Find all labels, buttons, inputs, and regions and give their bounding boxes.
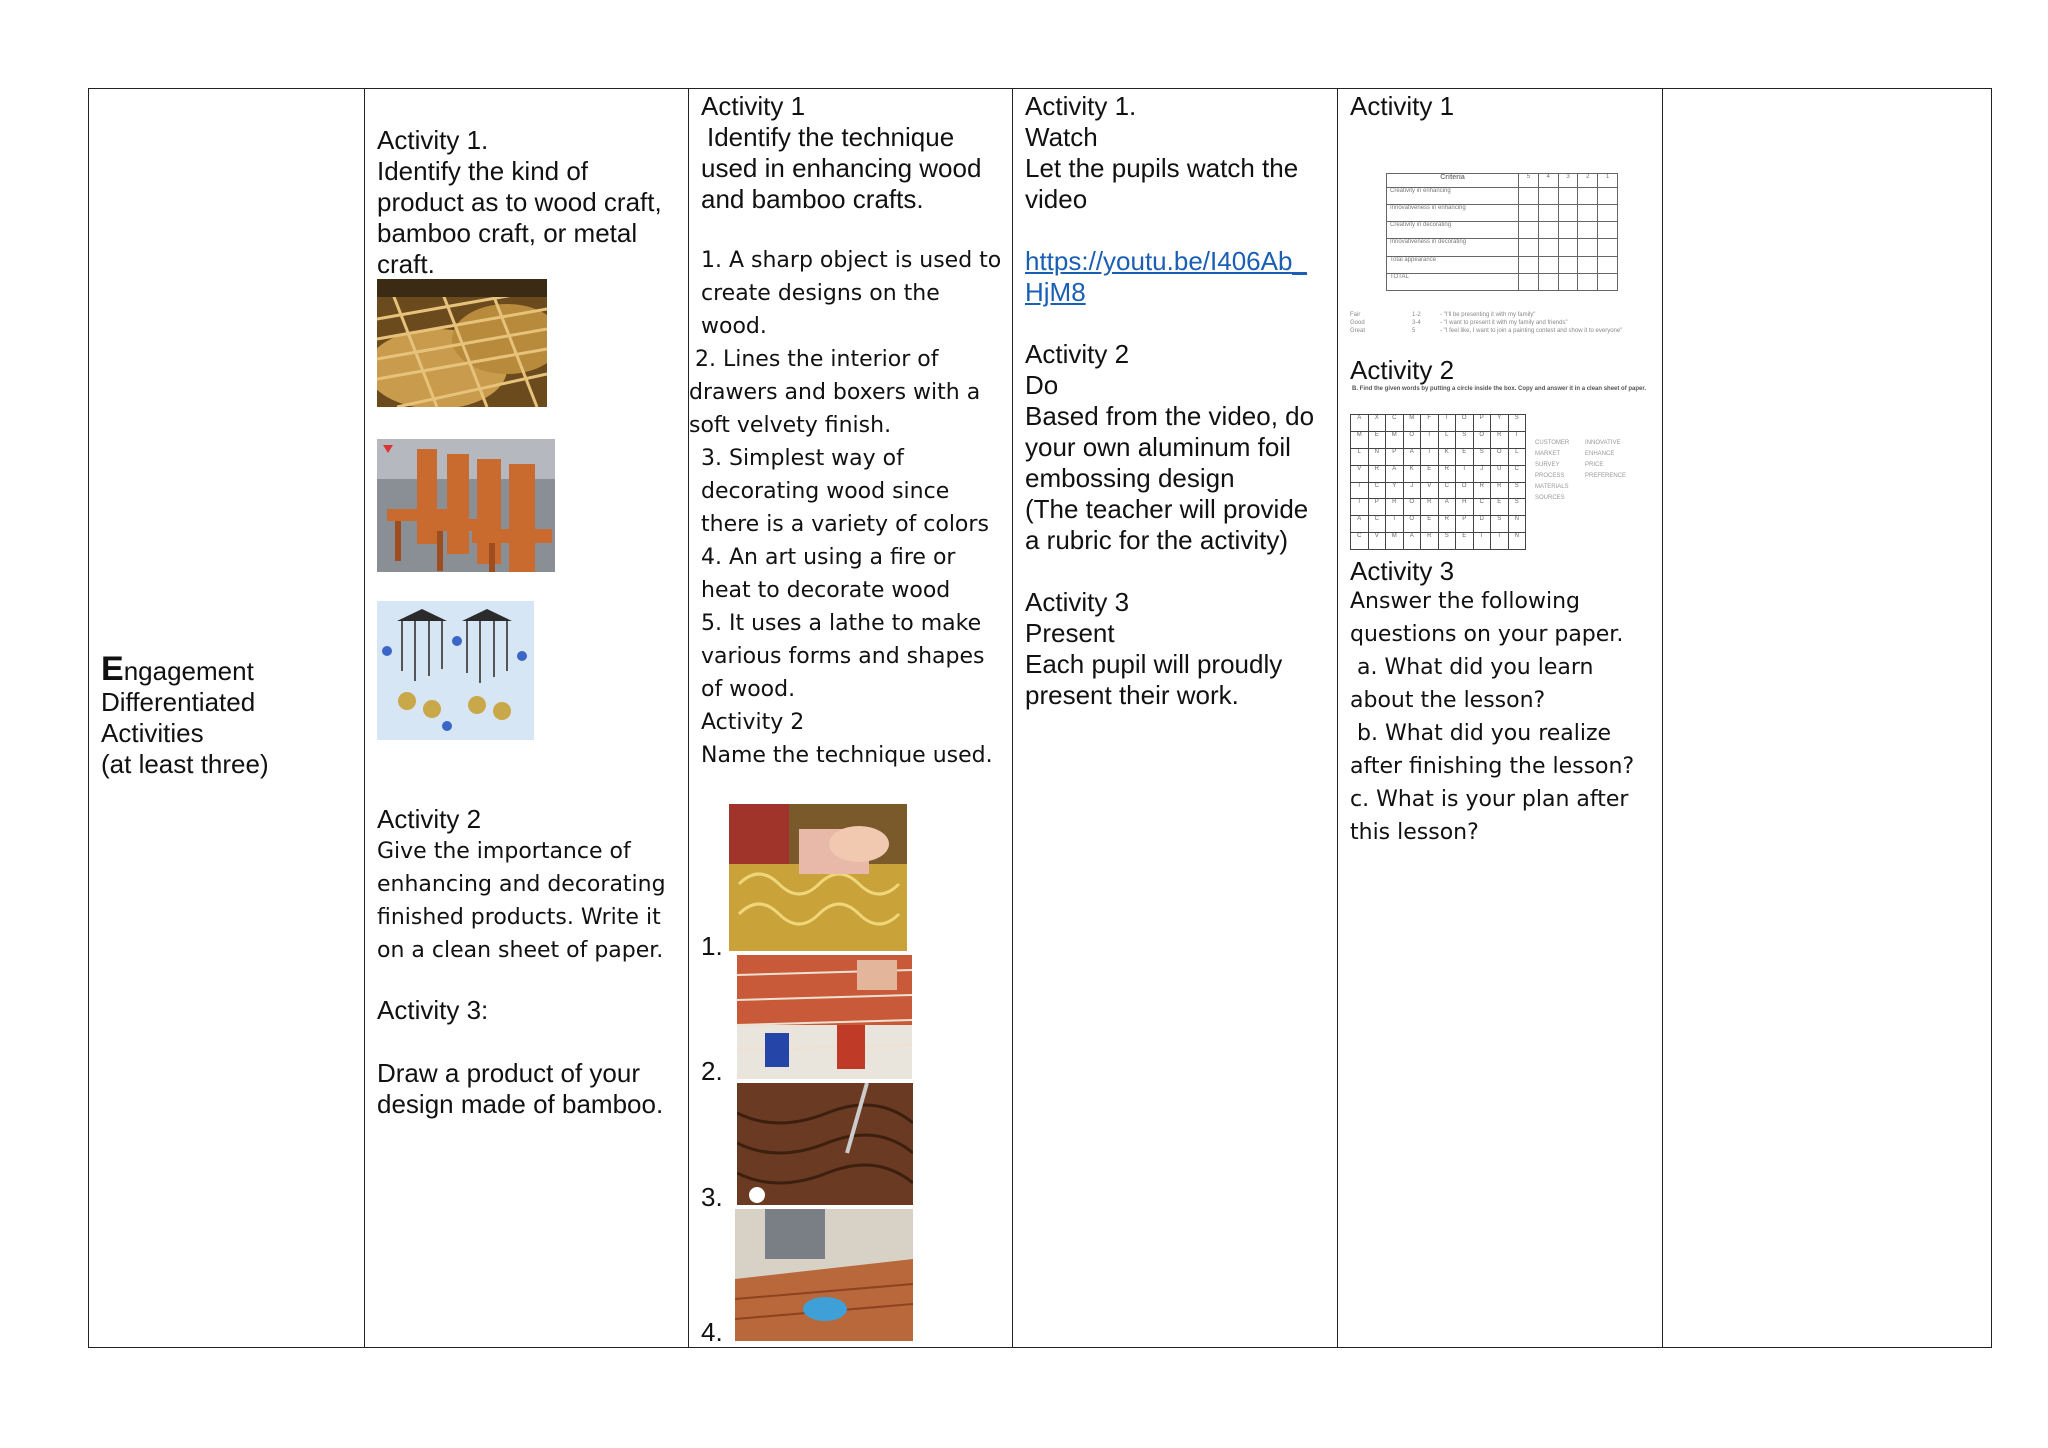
gilding-technique-image: [729, 804, 907, 951]
metal-wind-chimes-image: [377, 601, 534, 740]
word-list: CUSTOMER INNOVATIVE MARKET ENHANCE SURVEY PRICE PROCESS PREFERENCE MATERIALS SOURCES: [1535, 440, 1627, 501]
differentiated-label: Differentiated: [101, 687, 256, 717]
puzzle-cell: I: [1351, 482, 1369, 499]
wooden-chairs-image: [377, 439, 555, 572]
puzzle-cell: A: [1386, 465, 1404, 482]
puzzle-cell: U: [1491, 465, 1509, 482]
video-link[interactable]: https://youtu.be/I406Ab_: [1025, 246, 1307, 276]
puzzle-cell: T: [1491, 533, 1509, 550]
puzzle-cell: K: [1403, 465, 1421, 482]
puzzle-cell: M: [1351, 431, 1369, 448]
puzzle-cell: E: [1456, 448, 1474, 465]
puzzle-cell: A: [1403, 448, 1421, 465]
picture-label-2: 2.: [701, 1056, 723, 1086]
lesson-plan-table: [88, 88, 1992, 1348]
puzzle-cell: M: [1403, 415, 1421, 432]
puzzle-cell: D: [1473, 516, 1491, 533]
word-search-instructions: B. Find the given words by putting a circle inside the box. Copy and answer it in a clean sheet of paper.: [1352, 386, 1647, 392]
puzzle-cell: Y: [1491, 415, 1509, 432]
activity-3-title: Activity 3: [1350, 556, 1455, 586]
picture-label-4: 4.: [701, 1317, 723, 1347]
puzzle-cell: O: [1473, 431, 1491, 448]
puzzle-row: [1351, 533, 1526, 550]
word-search-grid: [1350, 414, 1526, 550]
empty-cell: [1663, 89, 1992, 1348]
puzzle-cell: I: [1508, 431, 1526, 448]
puzzle-cell: C: [1438, 482, 1456, 499]
puzzle-cell: S: [1508, 499, 1526, 516]
wood-staining-image: [735, 1209, 913, 1341]
activities-cell-2: Activity 1. Identify the kind of product as to wood craft, bamboo craft, or metal craft. Activity 2 Give the importance of enhancing and decorating finished products. Write it on a clean sheet of paper. Activity 3: Draw a product of your design made of bamboo.: [365, 89, 689, 1348]
puzzle-cell: R: [1421, 533, 1439, 550]
puzzle-cell: M: [1386, 533, 1404, 550]
puzzle-cell: R: [1491, 431, 1509, 448]
activities-label: Activities: [101, 718, 204, 748]
puzzle-cell: K: [1438, 448, 1456, 465]
bamboo-baskets-image: [377, 279, 547, 407]
activity-2-title: Activity 2: [1350, 355, 1455, 385]
puzzle-row: [1351, 482, 1526, 499]
puzzle-cell: O: [1456, 482, 1474, 499]
rubric-scale: Fair 1-2 - "I'll be presenting it with my family" Good 3-4 - "I want to present it with my family and friends" Great 5 - "I feel like, I want to join a painting contest and show it to everyone": [1350, 312, 1623, 334]
puzzle-cell: S: [1491, 516, 1509, 533]
puzzle-cell: L: [1438, 431, 1456, 448]
activities-cell-5: [1338, 89, 1663, 1348]
puzzle-row: [1351, 516, 1526, 533]
puzzle-cell: X: [1368, 415, 1386, 432]
puzzle-cell: I: [1473, 533, 1491, 550]
puzzle-cell: N: [1508, 516, 1526, 533]
activity-1-title: Activity 1: [1350, 91, 1455, 121]
puzzle-cell: E: [1491, 499, 1509, 516]
puzzle-cell: R: [1421, 499, 1439, 516]
puzzle-cell: P: [1386, 448, 1404, 465]
video-link-continued[interactable]: HjM8: [1025, 277, 1086, 307]
technique-questions: 1. A sharp object is used to create designs on the wood. 2. Lines the interior of drawers and boxers with a soft velvety finish. 3. Simplest way of decorating wood since there is a variety of colors 4. An art using a fire or heat to decorate wood 5. It uses a lathe to make various forms and shapes of wood. Activity 2 Name the technique used.: [689, 248, 1002, 768]
puzzle-cell: P: [1368, 499, 1386, 516]
puzzle-cell: O: [1403, 516, 1421, 533]
puzzle-cell: T: [1438, 415, 1456, 432]
activity-1-title: Activity 1.: [1025, 91, 1137, 121]
activity-1-title: Activity 1: [701, 91, 806, 121]
puzzle-cell: L: [1508, 448, 1526, 465]
puzzle-cell: J: [1473, 465, 1491, 482]
puzzle-cell: A: [1438, 499, 1456, 516]
puzzle-cell: A: [1403, 533, 1421, 550]
puzzle-cell: I: [1421, 431, 1439, 448]
puzzle-cell: A: [1351, 516, 1369, 533]
activity-2-text: Give the importance of enhancing and decorating finished products. Write it on a clean sheet of paper.: [377, 839, 666, 963]
puzzle-cell: O: [1403, 431, 1421, 448]
wood-carving-image: [737, 1083, 913, 1205]
at-least-three-label: (at least three): [101, 749, 269, 779]
puzzle-cell: O: [1491, 448, 1509, 465]
puzzle-cell: T: [1456, 465, 1474, 482]
puzzle-cell: E: [1368, 431, 1386, 448]
puzzle-cell: R: [1491, 482, 1509, 499]
puzzle-cell: P: [1456, 516, 1474, 533]
puzzle-row: [1351, 431, 1526, 448]
puzzle-cell: O: [1403, 499, 1421, 516]
puzzle-cell: R: [1368, 465, 1386, 482]
puzzle-cell: M: [1386, 431, 1404, 448]
puzzle-cell: O: [1456, 415, 1474, 432]
puzzle-cell: S: [1456, 431, 1474, 448]
activity-2-title: Activity 2: [701, 710, 805, 735]
activity-2-title: Activity 2: [377, 804, 482, 834]
puzzle-cell: V: [1368, 533, 1386, 550]
activity-3-title: Activity 3: [1025, 587, 1130, 617]
puzzle-row: [1351, 415, 1526, 432]
puzzle-cell: C: [1473, 499, 1491, 516]
puzzle-cell: L: [1351, 448, 1369, 465]
puzzle-cell: S: [1508, 415, 1526, 432]
puzzle-cell: T: [1421, 448, 1439, 465]
puzzle-cell: I: [1386, 516, 1404, 533]
puzzle-cell: P: [1473, 415, 1491, 432]
puzzle-cell: V: [1421, 482, 1439, 499]
puzzle-cell: R: [1438, 516, 1456, 533]
puzzle-cell: E: [1421, 465, 1439, 482]
activities-cell-3: Activity 1 Identify the technique used in enhancing wood and bamboo crafts. 1. A sharp object is used to create designs on the wood. 2. Lines the interior of drawers and boxers with a soft velvety finish. 3. Simplest way of decorating wood since there is a variety of colors 4. An art using a fire or heat to decorate wood 5. It uses a lathe to make various forms and shapes of wood. Activity 2 Name the technique used. 1. 2. 3. 4.: [689, 89, 1013, 1348]
puzzle-cell: T: [1351, 499, 1369, 516]
activity-1-title: Activity 1.: [377, 125, 489, 155]
puzzle-row: [1351, 499, 1526, 516]
puzzle-row: [1351, 465, 1526, 482]
puzzle-cell: C: [1508, 465, 1526, 482]
puzzle-cell: N: [1368, 448, 1386, 465]
activity-2-title: Activity 2: [1025, 339, 1130, 369]
puzzle-cell: J: [1403, 482, 1421, 499]
puzzle-cell: E: [1456, 533, 1474, 550]
puzzle-cell: R: [1386, 499, 1404, 516]
painting-technique-image: [737, 955, 912, 1079]
rubric-table-image: Criteria 5 4 3 2 1 Creativity in enhancing Innovativeness in enhancing Creativity in decorating Innovativeness in decorating Total appearance TOTAL: [1386, 173, 1618, 291]
puzzle-cell: C: [1368, 482, 1386, 499]
puzzle-cell: S: [1508, 482, 1526, 499]
puzzle-cell: E: [1421, 516, 1439, 533]
reflection-questions: Answer the following questions on your paper. a. What did you learn about the lesson? b. What did you realize after finishing the lesson? c. What is your plan after this lesson?: [1350, 589, 1635, 845]
puzzle-cell: N: [1508, 533, 1526, 550]
activity-3-title: Activity 3:: [377, 995, 489, 1025]
puzzle-cell: S: [1473, 448, 1491, 465]
puzzle-cell: C: [1386, 415, 1404, 432]
puzzle-cell: S: [1438, 533, 1456, 550]
engagement-title: Engagement: [101, 650, 254, 688]
puzzle-cell: R: [1438, 465, 1456, 482]
picture-label-3: 3.: [701, 1182, 723, 1212]
puzzle-cell: R: [1473, 482, 1491, 499]
puzzle-cell: V: [1351, 465, 1369, 482]
engagement-label-cell: [89, 89, 365, 1348]
puzzle-cell: Y: [1386, 482, 1404, 499]
puzzle-row: [1351, 448, 1526, 465]
puzzle-cell: A: [1351, 415, 1369, 432]
puzzle-cell: F: [1421, 415, 1439, 432]
picture-label-1: 1.: [701, 931, 723, 961]
puzzle-cell: H: [1456, 499, 1474, 516]
puzzle-cell: C: [1368, 516, 1386, 533]
activities-cell-4: Activity 1. Watch Let the pupils watch the video https://youtu.be/I406Ab_ HjM8 Activity 2 Do Based from the video, do your own aluminum foil embossing design (The teacher will provide a rubric for the activity) Activity 3 Present Each pupil will proudly present their work.: [1013, 89, 1338, 1348]
puzzle-cell: C: [1351, 533, 1369, 550]
